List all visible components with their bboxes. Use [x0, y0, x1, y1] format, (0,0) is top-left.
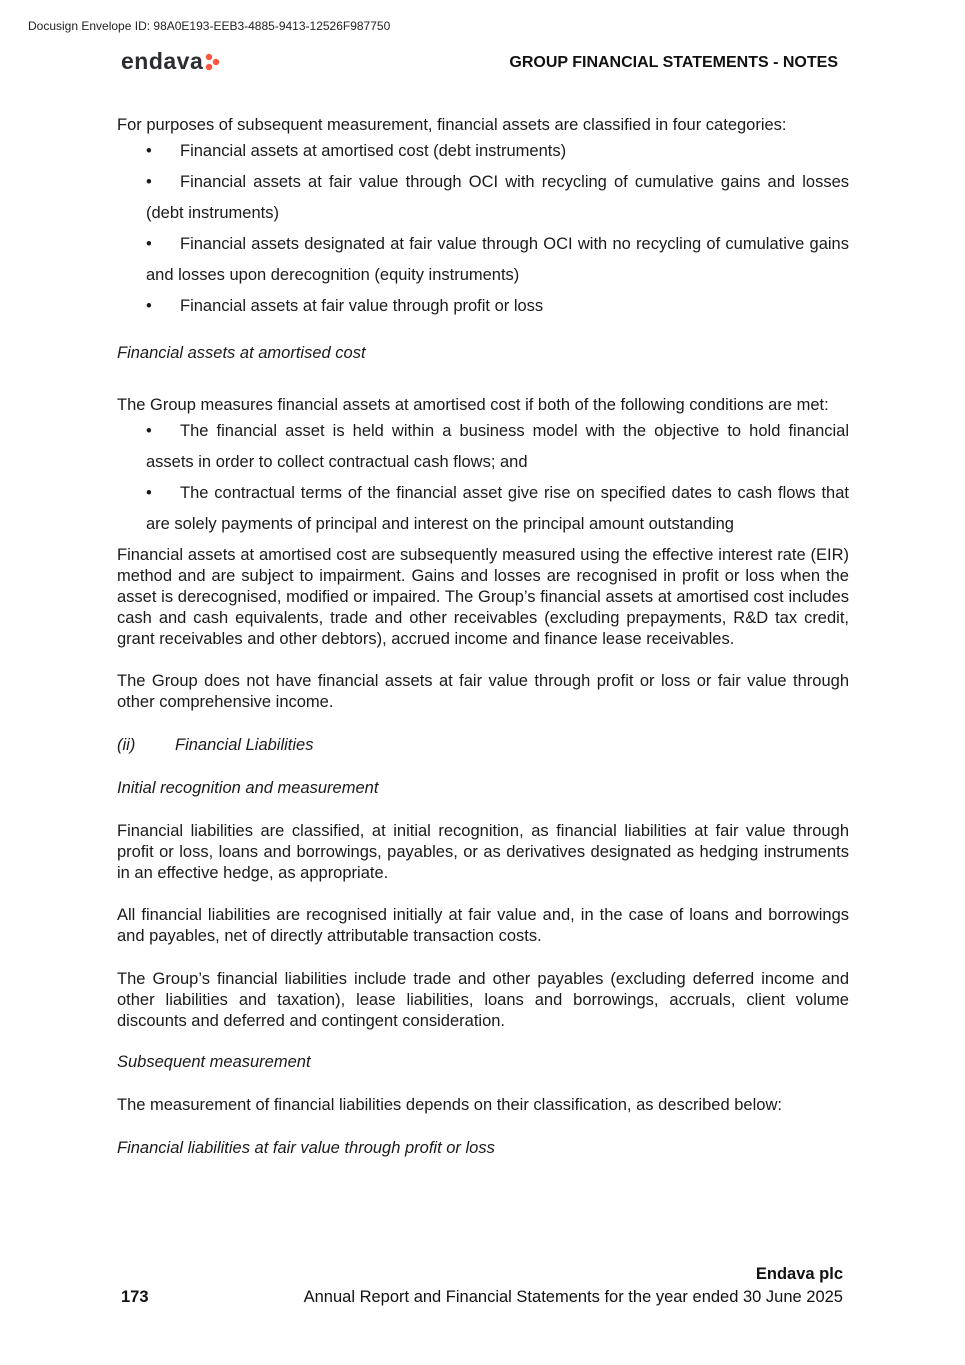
initial-paragraph-3: The Group’s financial liabilities include trade and other payables (excluding deferred income and other liabilities and taxation), lease liabilities, loans and borrowings, accruals, client volume discounts and deferred and contingent consideration.: [117, 970, 849, 1030]
amortised-paragraph: Financial assets at amortised cost are subsequently measured using the effective interest rate (EIR) method and are subject to impairment. Gains and losses are recognised in profit or loss when the asset is derecognised, modified or impaired. The Group’s financial assets at amortised cost includes cash and cash equivalents, trade and other receivables (excluding prepayments, R&D tax credit, grant receivables and other debtors), accrued income and finance lease receivables.: [117, 546, 849, 648]
initial-heading: Initial recognition and measurement: [117, 779, 379, 797]
condition-item: • The contractual terms of the financial asset give rise on specified dates to cash flows that are solely payments of principal and interest on the principal amount outstanding: [117, 478, 849, 540]
intro-paragraph: For purposes of subsequent measurement, financial assets are classified in four categories:: [117, 116, 787, 134]
section-ii-heading: [117, 735, 849, 756]
endava-logo: [121, 48, 221, 75]
initial-paragraph-1: Financial liabilities are classified, at initial recognition, as financial liabilities at fair value through profit or loss, loans and borrowings, payables, or as derivatives designated as hedging instruments in an effective hedge, as appropriate.: [117, 822, 849, 882]
category-item: • Financial assets designated at fair value through OCI with no recycling of cumulative gains and losses upon derecognition (equity instruments): [117, 229, 849, 291]
page-number: 173: [121, 1288, 149, 1306]
document-body: [117, 115, 849, 1159]
logo-text: endava: [121, 48, 204, 74]
category-item: • Financial assets at fair value through OCI with recycling of cumulative gains and losses (debt instruments): [117, 167, 849, 229]
section-ii-number: (ii): [117, 736, 136, 754]
section-ii-title: Financial Liabilities: [175, 736, 314, 754]
initial-paragraph-2: All financial liabilities are recognised initially at fair value and, in the case of loans and borrowings and payables, net of directly attributable transaction costs.: [117, 906, 849, 945]
logo-mark-icon: [205, 53, 221, 71]
fvtpl-heading: Financial liabilities at fair value through profit or loss: [117, 1139, 495, 1157]
category-item: • Financial assets at fair value through profit or loss: [117, 291, 849, 322]
conditions-list: [117, 416, 849, 540]
amortised-intro: The Group measures financial assets at amortised cost if both of the following conditions are met:: [117, 396, 829, 414]
condition-item: • The financial asset is held within a business model with the objective to hold financial assets in order to collect contractual cash flows; and: [117, 416, 849, 478]
amortised-heading: Financial assets at amortised cost: [117, 344, 366, 362]
categories-list: [117, 136, 849, 322]
category-item: • Financial assets at amortised cost (debt instruments): [117, 136, 849, 167]
envelope-id: Docusign Envelope ID: 98A0E193-EEB3-4885-9413-12526F987750: [28, 19, 391, 33]
footer-company: Endava plc: [755, 1265, 843, 1283]
no-fv-paragraph: The Group does not have financial assets at fair value through profit or loss or fair value through other comprehensive income.: [117, 672, 849, 711]
subsequent-heading: Subsequent measurement: [117, 1053, 311, 1071]
header-title: GROUP FINANCIAL STATEMENTS - NOTES: [509, 54, 838, 71]
footer-report-title: Annual Report and Financial Statements for the year ended 30 June 2025: [303, 1288, 843, 1306]
subsequent-paragraph: The measurement of financial liabilities depends on their classification, as described below:: [117, 1096, 782, 1114]
